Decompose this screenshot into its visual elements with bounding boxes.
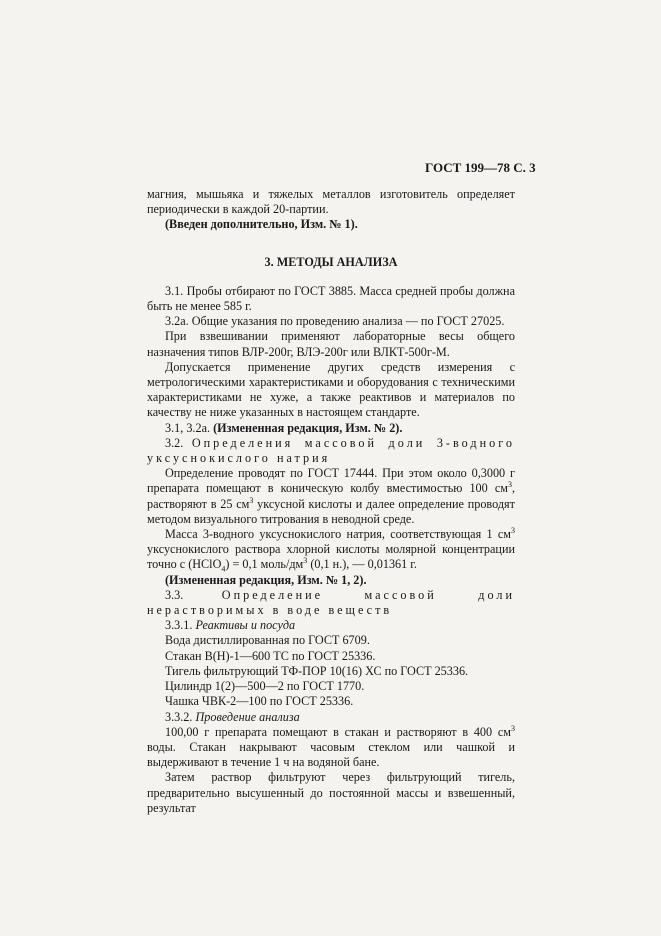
text-run: ) = 0,1 моль/дм — [225, 557, 304, 572]
amendment-note: (Измененная редакция, Изм. № 1, 2). — [165, 572, 367, 587]
clause-number: 3.1, 3.2а. — [165, 420, 211, 435]
list-item: Стакан В(Н)-1—600 ТС по ГОСТ 25336. — [165, 648, 376, 663]
list-item: Чашка ЧВК-2—100 по ГОСТ 25336. — [165, 694, 354, 709]
text-run: уксуснокислого раствора хлорной кислоты молярной концентрации точно с (HClO — [147, 542, 515, 572]
text-run: уксусной кислоты и далее определение проводят методом визуального титрования в неводной среде. — [147, 496, 515, 526]
paragraph: Допускается применение других средств измерения с метрологическими характеристиками и оборудования с техническими характеристиками не хуже, а также реактивов и материалов по качеству не ниже указанных в настоящем стандарте. — [147, 359, 515, 420]
subsection-title: Реактивы и посуда — [195, 618, 296, 633]
subsection-title: Определение массовой доли нерастворимых в воде веществ — [147, 587, 516, 618]
text-run: Определение проводят по ГОСТ 17444. При этом около 0,3000 г препарата помещают в коническую колбу вместимостью 100 см — [147, 466, 515, 496]
list-item: Тигель фильтрующий ТФ-ПОР 10(16) ХС по ГОСТ 25336. — [165, 663, 469, 678]
clause-number: 3.3. — [165, 587, 184, 602]
paragraph: Затем раствор фильтруют через фильтрующий тигель, предварительно высушенный до постоянной массы и взвешенный, результат — [147, 770, 515, 815]
subsection-title: Определения массовой доли 3-водного уксуснокислого натрия — [147, 435, 515, 466]
clause-number: 3.3.2. — [165, 709, 193, 724]
paragraph: магния, мышьяка и тяжелых металлов изготовитель определяет периодически в каждой 20-партии. — [147, 187, 515, 217]
subsection-heading — [147, 618, 515, 633]
superscript: 3 — [303, 556, 308, 566]
superscript: 3 — [249, 495, 254, 505]
paragraph — [147, 466, 515, 527]
paragraph — [147, 527, 515, 573]
clause-number: 3.3.1. — [165, 618, 193, 633]
paragraph — [147, 725, 515, 771]
superscript: 3 — [511, 723, 515, 733]
section-title: 3. МЕТОДЫ АНАЛИЗА — [264, 254, 398, 269]
paragraph: 3.1. Пробы отбирают по ГОСТ 3885. Масса средней пробы должна быть не менее 585 г. — [147, 283, 515, 314]
subscript: 4 — [221, 564, 226, 574]
amendment-note: (Введен дополнительно, Изм. № 1). — [165, 217, 358, 232]
subsection-heading — [147, 588, 515, 618]
text-run: , растворяют в 25 см — [147, 481, 515, 511]
subsection-heading — [147, 710, 515, 725]
body-text — [147, 187, 515, 816]
list-item: Цилиндр 1(2)—500—2 по ГОСТ 1770. — [165, 679, 365, 694]
amendment-note: (Измененная редакция, Изм. № 2). — [213, 420, 403, 435]
text-run: Масса 3-водного уксуснокислого натрия, соответствующая 1 см — [165, 527, 511, 542]
list-item: Вода дистиллированная по ГОСТ 6709. — [165, 633, 370, 648]
superscript: 3 — [507, 480, 512, 490]
clause-number: 3.2. — [165, 435, 184, 450]
text-run: 100,00 г препарата помещают в стакан и растворяют в 400 см — [165, 724, 511, 739]
subsection-heading — [147, 436, 515, 466]
text-run: (0,1 н.), — 0,01361 г. — [307, 557, 417, 572]
text-run: воды. Стакан накрывают часовым стеклом или чашкой и выдерживают в течение 1 ч на водяной бане. — [147, 739, 515, 770]
subsection-title: Проведение анализа — [195, 709, 300, 724]
superscript: 3 — [511, 526, 515, 535]
paragraph: При взвешивании применяют лабораторные весы общего назначения типов ВЛР-200г, ВЛЭ-200г или ВЛКТ-500г-М. — [147, 329, 515, 359]
paragraph: 3.2а. Общие указания по проведению анализа — по ГОСТ 27025. — [165, 314, 505, 329]
paragraph — [147, 421, 515, 436]
page-header: ГОСТ 199—78 С. 3 — [425, 160, 536, 175]
